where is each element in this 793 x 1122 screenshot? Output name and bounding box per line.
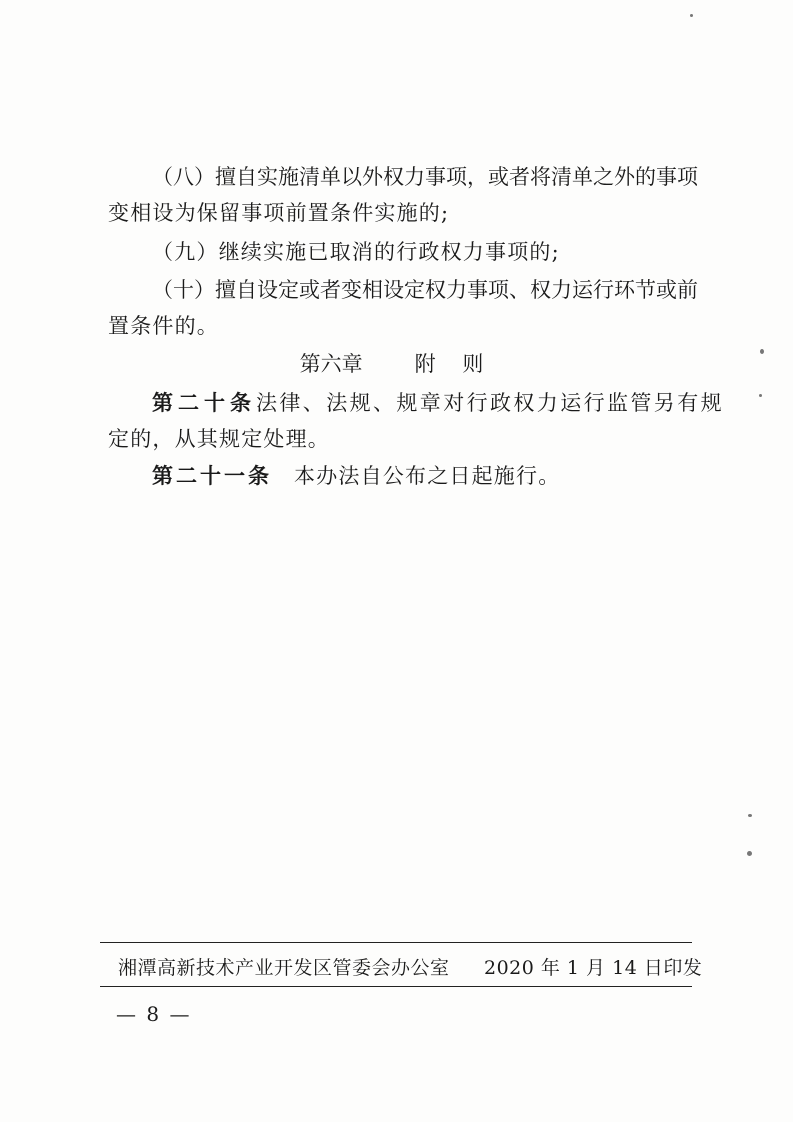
article-21-label: 第二十一条 xyxy=(152,464,272,488)
chapter-title: 附 则 xyxy=(414,352,494,376)
article-20-label: 第二十条 xyxy=(152,391,256,415)
scan-speck xyxy=(690,14,693,17)
article-21 xyxy=(152,461,560,491)
article-20-line-2: 定的，从其规定处理。 xyxy=(108,427,330,451)
chapter-heading xyxy=(0,349,793,379)
scan-speck xyxy=(748,814,752,817)
footer-bottom-rule xyxy=(100,986,692,987)
page-number: — 8 — xyxy=(116,1002,192,1026)
item-8-line-1: （八）擅自实施清单以外权力事项，或者将清单之外的事项 xyxy=(152,165,698,189)
article-20-text: 法律、法规、规章对行政权力运行监管另有规 xyxy=(256,391,724,415)
article-21-text: 本办法自公布之日起施行。 xyxy=(294,464,561,488)
scan-speck xyxy=(760,349,764,354)
scan-speck xyxy=(759,394,762,397)
scan-speck xyxy=(747,851,752,856)
footer-issuer: 湘潭高新技术产业开发区管委会办公室 xyxy=(118,957,450,979)
item-8-line-2: 变相设为保留事项前置条件实施的; xyxy=(108,201,450,225)
footer-top-rule xyxy=(100,942,692,943)
item-10-line-1: （十）擅自设定或者变相设定权力事项、权力运行环节或前 xyxy=(152,278,698,302)
item-10-line-2: 置条件的。 xyxy=(108,314,219,338)
footer-date: 2020 年 1 月 14 日印发 xyxy=(484,957,703,979)
article-20-line-1 xyxy=(152,388,724,418)
item-9: （九）继续实施已取消的行政权力事项的; xyxy=(152,240,560,264)
chapter-number: 第六章 xyxy=(299,352,363,376)
